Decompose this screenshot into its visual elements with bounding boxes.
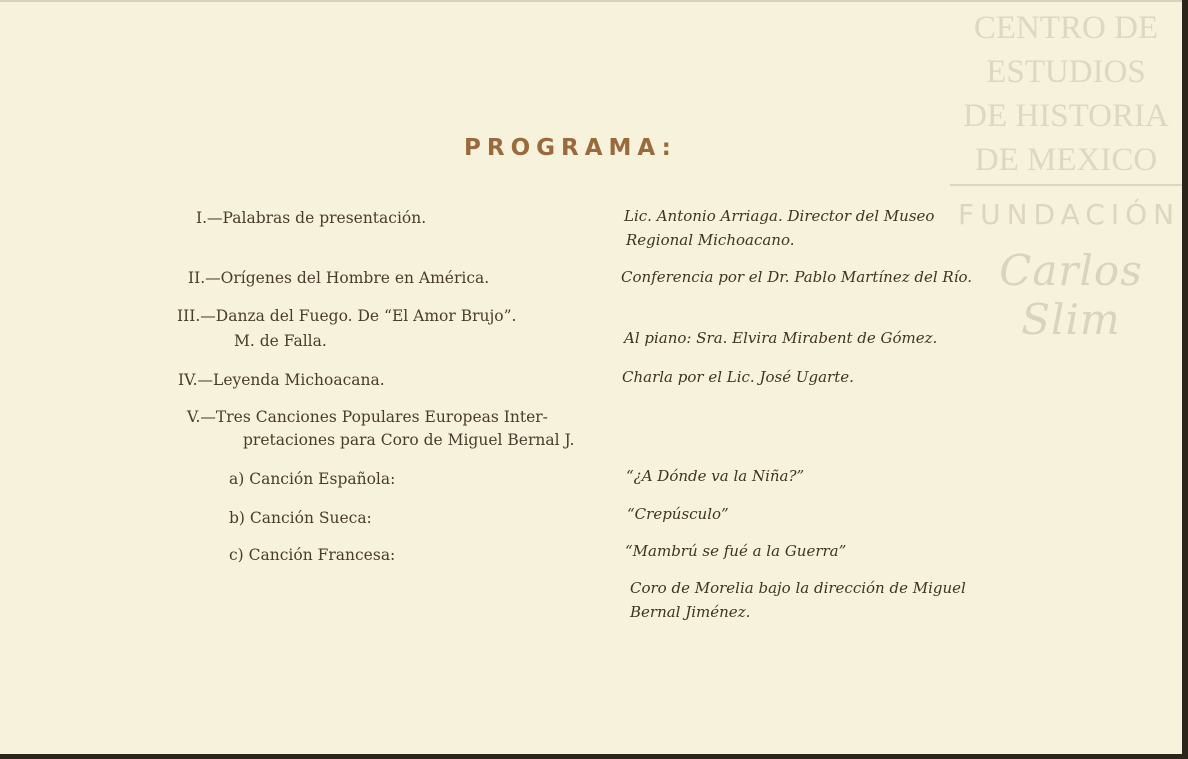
watermark-carlos-slim-signature: Carlos Slim <box>999 246 1143 344</box>
item-v-title-line-1: V.—Tres Canciones Populares Europeas Inter- <box>187 408 548 426</box>
page-title: PROGRAMA: <box>464 135 677 161</box>
item-iv-title: IV.—Leyenda Michoacana. <box>178 371 385 389</box>
watermark-line-2: ESTUDIOS <box>986 54 1146 90</box>
item-iii-title-line-1: III.—Danza del Fuego. De “El Amor Brujo”. <box>177 307 517 325</box>
item-v-a-song: “¿A Dónde va la Niña?” <box>626 467 805 485</box>
item-iii-title-line-2: M. de Falla. <box>234 332 327 350</box>
item-ii-title: II.—Orígenes del Hombre en América. <box>188 269 490 287</box>
item-v-c-label: c) Canción Francesa: <box>229 546 396 564</box>
item-i-speaker-line-2: Regional Michoacano. <box>626 231 795 249</box>
item-i-speaker-line-1: Lic. Antonio Arriaga. Director del Museo <box>624 207 935 225</box>
item-v-c-song: “Mambrú se fué a la Guerra” <box>625 542 847 560</box>
item-v-a-label: a) Canción Española: <box>229 470 396 488</box>
watermark-line-1: CENTRO DE <box>973 10 1159 46</box>
choir-credit-line-2: Bernal Jiménez. <box>630 603 751 621</box>
item-iv-speaker: Charla por el Lic. José Ugarte. <box>622 368 854 386</box>
item-ii-speaker: Conferencia por el Dr. Pablo Martínez del Río. <box>621 268 973 286</box>
watermark-line-4: DE MEXICO <box>974 142 1158 178</box>
watermark-centro-estudios <box>950 6 1182 182</box>
watermark-fundacion: FUNDACIÓN <box>958 198 1181 231</box>
item-iii-performer: Al piano: Sra. Elvira Mirabent de Gómez. <box>624 329 938 347</box>
item-v-b-song: “Crepúsculo” <box>627 505 729 523</box>
item-v-title-line-2: pretaciones para Coro de Miguel Bernal J. <box>243 431 575 449</box>
choir-credit-line-1: Coro de Morelia bajo la dirección de Miguel <box>630 579 966 597</box>
item-i-title: I.—Palabras de presentación. <box>196 209 427 227</box>
watermark-line-3: DE HISTORIA <box>963 98 1169 134</box>
item-v-b-label: b) Canción Sueca: <box>229 509 372 527</box>
watermark-divider <box>950 184 1182 186</box>
